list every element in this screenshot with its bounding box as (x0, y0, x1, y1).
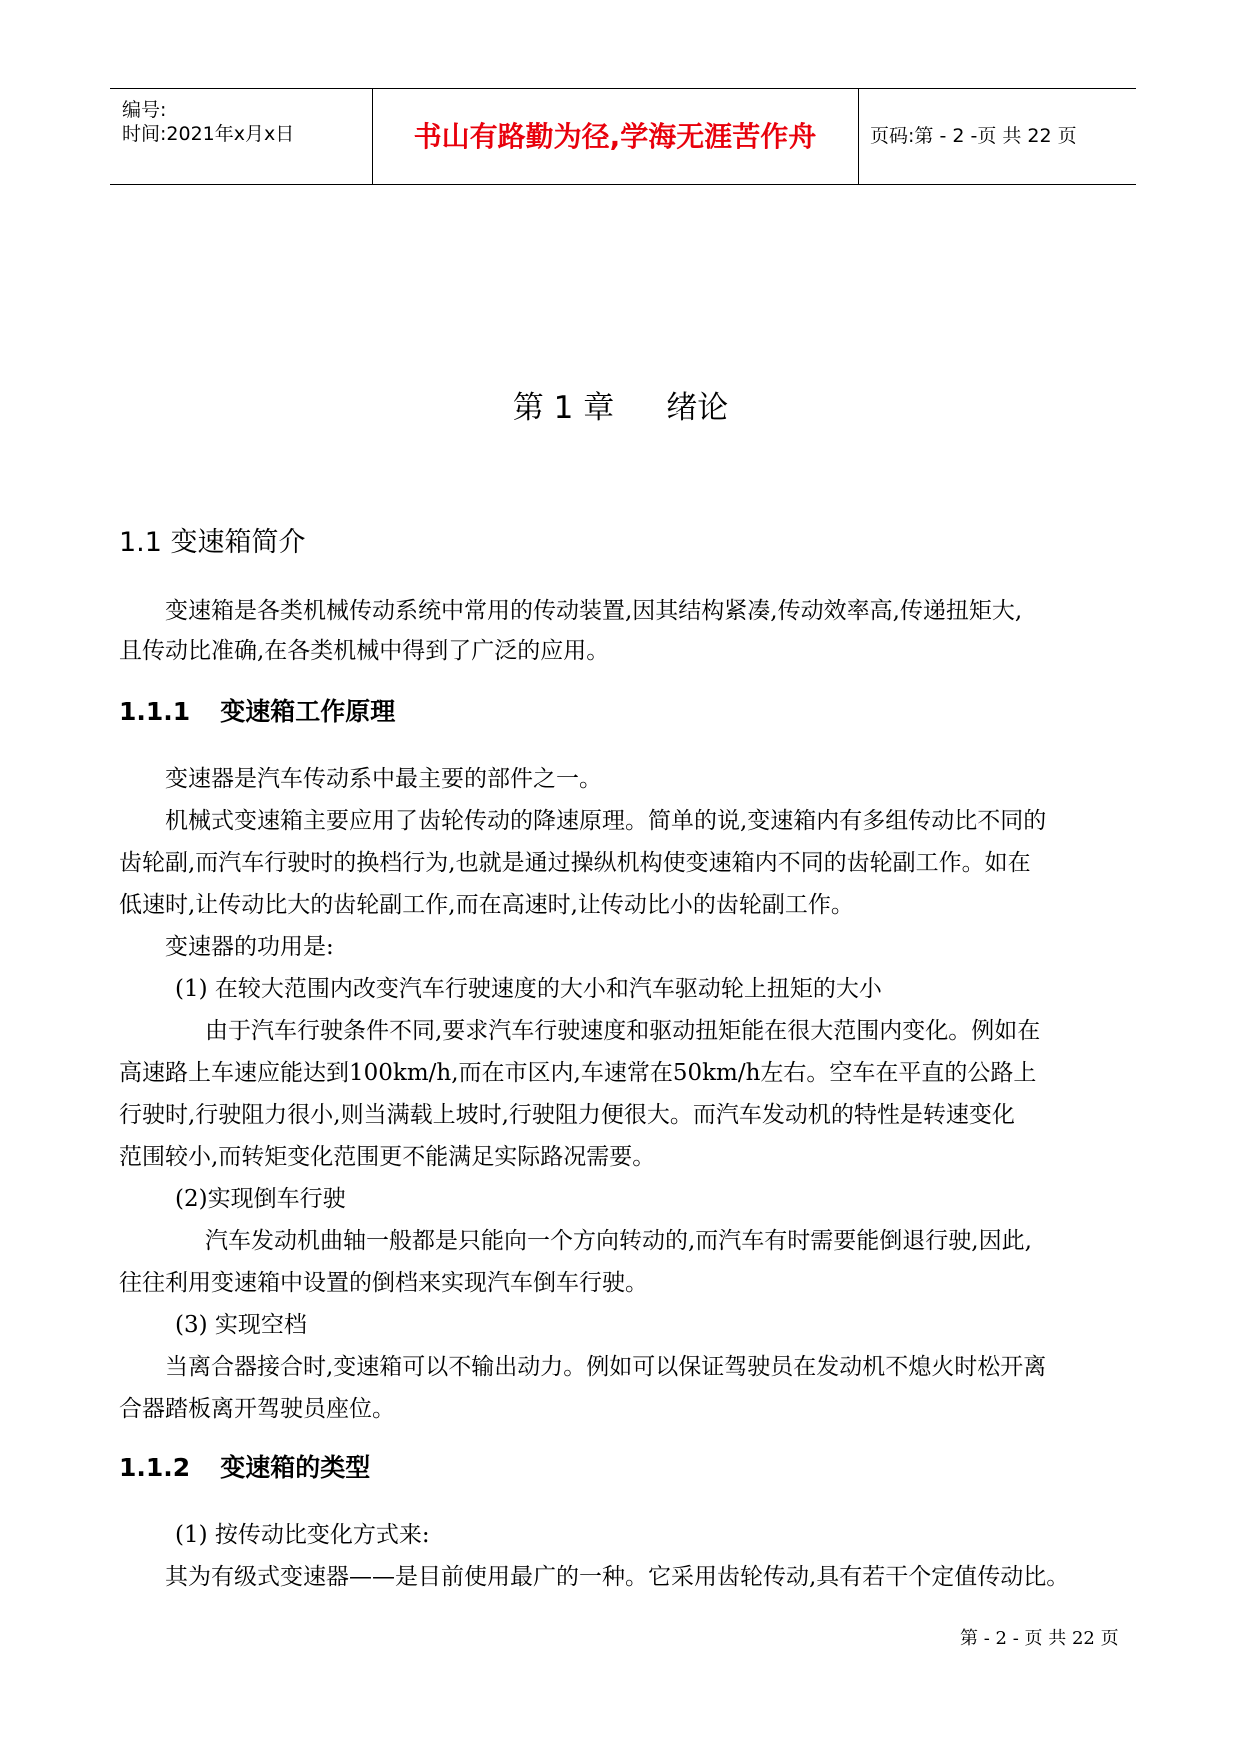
paragraph-line: 变速箱是各类机械传动系统中常用的传动装置,因其结构紧凑,传动效率高,传递扭矩大, (165, 598, 1023, 624)
paragraph-line: 行驶时,行驶阻力很小,则当满载上坡时,行驶阻力便很大。而汽车发动机的特性是转速变化 (119, 1102, 1015, 1128)
chapter-title: 绪论 (666, 390, 729, 426)
paragraph-line: 往往利用变速箱中设置的倒档来实现汽车倒车行驶。 (119, 1270, 648, 1296)
section-title: 变速箱的类型 (220, 1453, 371, 1482)
paragraph-line: 范围较小,而转矩变化范围更不能满足实际路况需要。 (119, 1144, 656, 1170)
list-item: (3) 实现空档 (175, 1312, 307, 1338)
page-footer: 第 - 2 - 页 共 22 页 (960, 1628, 1119, 1649)
paragraph-line: 其为有级式变速器——是目前使用最广的一种。它采用齿轮传动,具有若干个定值传动比。 (165, 1564, 1070, 1590)
section-heading-1-1: 1.1 变速箱简介 (119, 527, 306, 558)
chapter-heading (0, 382, 1241, 427)
header-number-label: 编号: (122, 99, 167, 121)
header-page-label: 页码:第 - 2 -页 共 22 页 (870, 125, 1077, 147)
paragraph-line: 变速器是汽车传动系中最主要的部件之一。 (165, 766, 602, 792)
section-heading-1-1-2 (119, 1448, 370, 1484)
paragraph-line: 高速路上车速应能达到100km/h,而在市区内,车速常在50km/h左右。空车在平直的公路上 (119, 1060, 1037, 1086)
paragraph-line: 低速时,让传动比大的齿轮副工作,而在高速时,让传动比小的齿轮副工作。 (119, 892, 854, 918)
header-motto: 书山有路勤为径,学海无涯苦作舟 (372, 89, 859, 184)
section-heading-1-1-1 (119, 692, 395, 728)
paragraph-line: 且传动比准确,在各类机械中得到了广泛的应用。 (119, 638, 610, 664)
paragraph-line: 变速器的功用是: (165, 934, 334, 960)
paragraph-line: 汽车发动机曲轴一般都是只能向一个方向转动的,而汽车有时需要能倒退行驶,因此, (205, 1228, 1032, 1254)
header-meta (110, 89, 373, 184)
list-item: (2)实现倒车行驶 (175, 1186, 346, 1212)
page-header (110, 88, 1136, 185)
paragraph-line: 齿轮副,而汽车行驶时的换档行为,也就是通过操纵机构使变速箱内不同的齿轮副工作。如在 (119, 850, 1031, 876)
paragraph-line: 当离合器接合时,变速箱可以不输出动力。例如可以保证驾驶员在发动机不熄火时松开离 (165, 1354, 1047, 1380)
list-item: (1) 在较大范围内改变汽车行驶速度的大小和汽车驱动轮上扭矩的大小 (175, 976, 882, 1002)
paragraph-line: 机械式变速箱主要应用了齿轮传动的降速原理。简单的说,变速箱内有多组传动比不同的 (165, 808, 1047, 834)
section-title: 变速箱工作原理 (220, 697, 396, 726)
chapter-number: 第 1 章 (512, 390, 615, 426)
list-item: (1) 按传动比变化方式来: (175, 1522, 430, 1548)
paragraph-line: 由于汽车行驶条件不同,要求汽车行驶速度和驱动扭矩能在很大范围内变化。例如在 (205, 1018, 1041, 1044)
paragraph-line: 合器踏板离开驾驶员座位。 (119, 1396, 395, 1422)
header-time-label: 时间:2021年x月x日 (122, 123, 295, 145)
section-number: 1.1.2 (119, 1453, 191, 1482)
section-number: 1.1.1 (119, 697, 191, 726)
